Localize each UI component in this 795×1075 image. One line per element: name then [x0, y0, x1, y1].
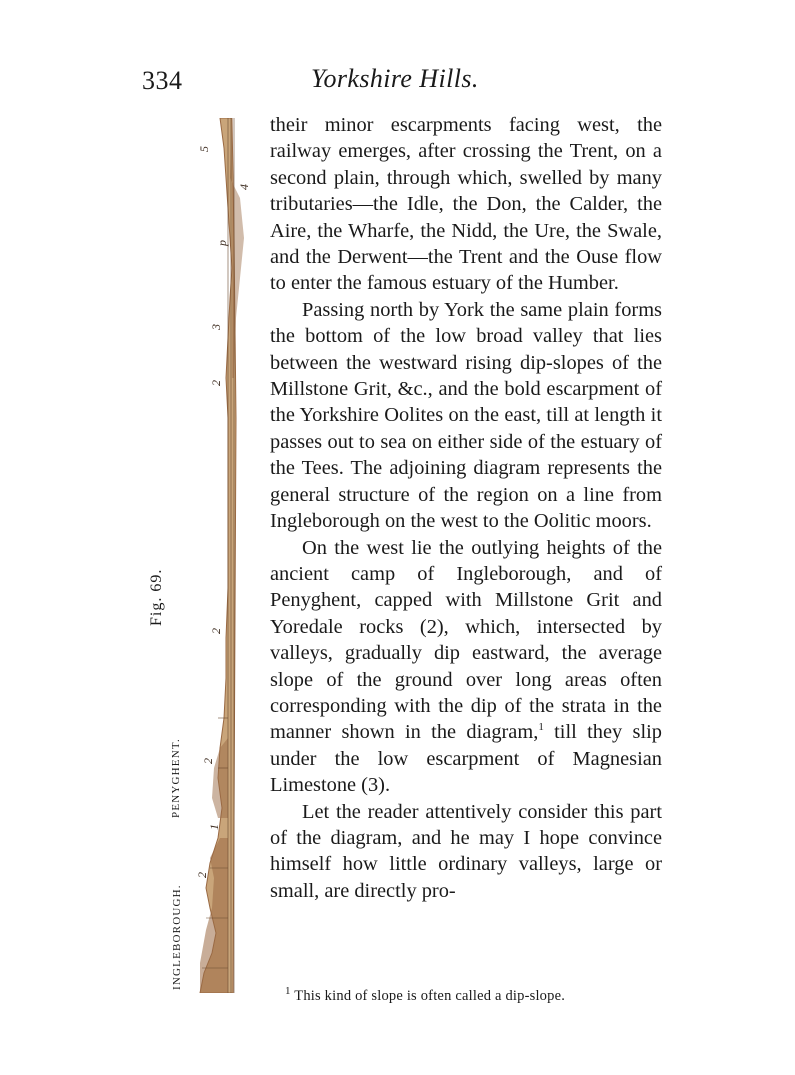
strata-number: 2: [209, 380, 223, 386]
section-diagram: [140, 118, 265, 993]
ingleborough-label: INGLEBOROUGH.: [171, 884, 183, 990]
paragraph-text: On the west lie the outlying heights of the ancient camp of Ingleborough, and of Penyghent, capped with Millstone Grit and Yoredale rocks (2), which, intersected by valleys, gradually dip eastward, the average slope of the ground over long areas often corresponding with the dip of the strata in the manner shown in the diagram,: [270, 536, 662, 744]
ingleborough-hill: [200, 838, 228, 993]
geological-section-figure: [140, 118, 265, 993]
footnote-mark: 1: [285, 985, 291, 998]
page-number: 334: [142, 66, 183, 95]
paragraph: their minor escarpments facing west, the railway emerges, after crossing the Trent, on a second plain, through which, swelled by many tributaries—the Idle, the Don, the Calder, the Aire, the Wharfe, the Nidd, the Ure, the Swale, and the Derwent—the Trent and the Ouse flow to enter the famous estuary of the Humber.: [270, 114, 662, 295]
footnote: [285, 985, 665, 1005]
penyghent-hill: [212, 738, 228, 818]
footnote-marker: 1: [538, 721, 544, 734]
paragraph-text: till they slip under the low escarpment of Magnesian Limestone (3).: [270, 721, 662, 797]
paragraph: Passing north by York the same plain forms the bottom of the low broad valley that lies between the westward rising dip-slopes of the Millstone Grit, &c., and the bold escarpment of the Yorkshire Oolites on the east, till at length it passes out to sea on either side of the estuary of the Tees. The adjoining diagram represents the general structure of the region on a line from Ingleborough on the west to the Oolitic moors.: [270, 298, 662, 533]
running-title: Yorkshire Hills.: [311, 64, 479, 93]
strata-number: 2: [195, 872, 209, 878]
paragraph: [270, 535, 662, 799]
strata-number: 1: [207, 824, 221, 830]
figure-label: Fig. 69.: [148, 568, 165, 626]
strata-number: 4: [237, 184, 251, 190]
strata-number: 5: [197, 146, 211, 152]
paragraph: Let the reader attentively consider this part of the diagram, and he may I hope convince himself how little ordinary valleys, large or small, are directly pro-: [270, 800, 662, 902]
penyghent-label: PENYGHENT.: [170, 738, 182, 818]
body-text: [270, 112, 662, 904]
strata-number: 2: [201, 758, 215, 764]
footnote-text: This kind of slope is often called a dip-slope.: [294, 988, 566, 1004]
strata-number: 2: [209, 628, 223, 634]
strata-number: p: [215, 240, 229, 246]
strata-number: 3: [209, 324, 223, 330]
